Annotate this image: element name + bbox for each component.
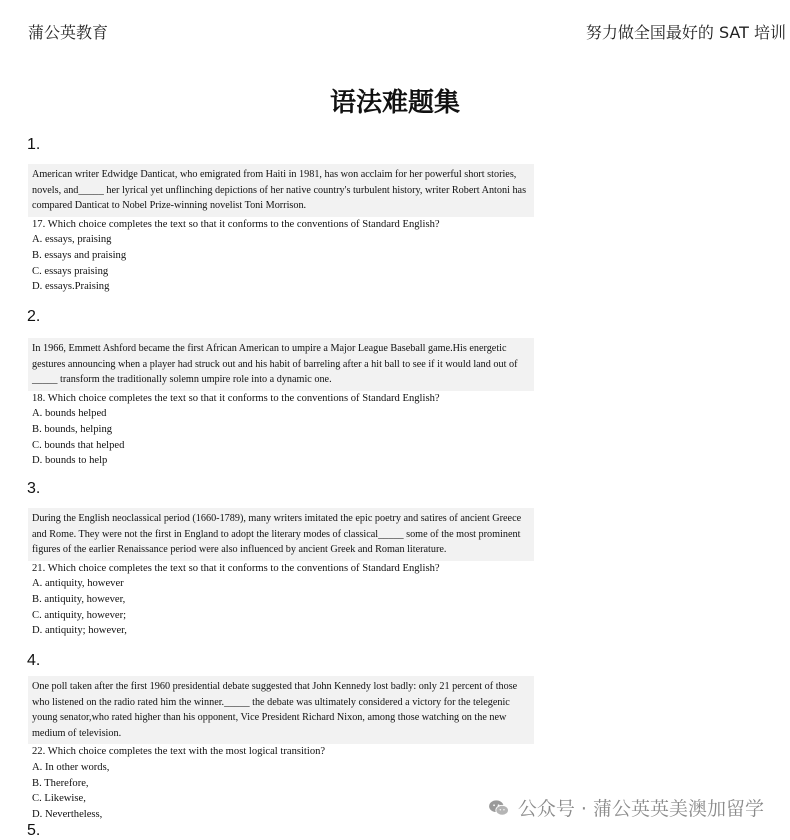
option-d: D. essays.Praising xyxy=(32,281,110,293)
question-block-1 xyxy=(28,164,534,295)
question-number-5: 5. xyxy=(27,822,41,839)
question-passage: American writer Edwidge Danticat, who emigrated from Haiti in 1981, has won acclaim for her powerful short stories, novels, and_____ her lyrical yet unflinching depictions of her native country's turbulent history, writer Robert Antoni has compared Danticat to Nobel Prize-winning novelist Toni Morrison. xyxy=(28,164,534,217)
option-d: D. antiquity; however, xyxy=(32,625,127,637)
question-prompt: 22. Which choice completes the text with the most logical transition? xyxy=(32,746,326,758)
option-a: A. antiquity, however xyxy=(32,578,124,590)
question-block-3 xyxy=(28,508,534,639)
option-a: A. In other words, xyxy=(32,761,110,773)
question-number-2: 2. xyxy=(27,308,41,325)
option-b: B. bounds, helping xyxy=(32,423,113,435)
header-slogan: 努力做全国最好的 SAT 培训 xyxy=(585,23,786,42)
question-prompt: 17. Which choice completes the text so that it conforms to the conventions of Standard English? xyxy=(32,218,440,230)
question-number-4: 4. xyxy=(27,652,41,669)
option-d: D. Nevertheless, xyxy=(32,808,103,820)
question-passage: During the English neoclassical period (1660-1789), many writers imitated the epic poetry and satires of ancient Greece and Rome. They were not the first in England to adopt the literary modes of classical_____ some of the most prominent figures of the earlier Renaissance period were also influenced by ancient Greek and Roman literature. xyxy=(28,508,534,561)
option-c: C. Likewise, xyxy=(32,793,86,805)
question-passage: One poll taken after the first 1960 presidential debate suggested that John Kennedy lost badly: only 21 percent of those who listened on the radio rated him the winner._____ the debate was ultimately considered a victory for the telegenic young senator,who rated higher than his opponent, Vice President Richard Nixon, among those watching on the new medium of television. xyxy=(28,676,534,744)
question-number-1: 1. xyxy=(27,136,41,153)
wechat-icon xyxy=(488,799,510,817)
question-block-2 xyxy=(28,338,534,469)
option-a: A. essays, praising xyxy=(32,234,112,246)
question-number-3: 3. xyxy=(27,480,41,497)
question-prompt: 18. Which choice completes the text so that it conforms to the conventions of Standard English? xyxy=(32,392,440,404)
option-c: C. antiquity, however; xyxy=(32,609,127,621)
option-b: B. Therefore, xyxy=(32,777,89,789)
option-b: B. essays and praising xyxy=(32,249,127,261)
option-d: D. bounds to help xyxy=(32,455,108,467)
option-c: C. essays praising xyxy=(32,265,109,277)
page-title: 语法难题集 xyxy=(329,88,460,118)
option-b: B. antiquity, however, xyxy=(32,593,126,605)
wechat-watermark xyxy=(488,794,764,821)
option-a: A. bounds helped xyxy=(32,408,107,420)
question-passage: In 1966, Emmett Ashford became the first African American to umpire a Major League Baseball game.His energetic gestures announcing when a player had struck out and his habit of barreling after a hit ball to see if it would land out of _____ transform the traditionally solemn umpire role into a dynamic one. xyxy=(28,338,534,391)
header-brand: 蒲公英教育 xyxy=(28,23,109,42)
option-c: C. bounds that helped xyxy=(32,439,125,451)
watermark-text: 公众号 · 蒲公英英美澳加留学 xyxy=(517,798,764,820)
question-prompt: 21. Which choice completes the text so that it conforms to the conventions of Standard English? xyxy=(32,562,440,574)
question-block-4 xyxy=(28,676,534,822)
